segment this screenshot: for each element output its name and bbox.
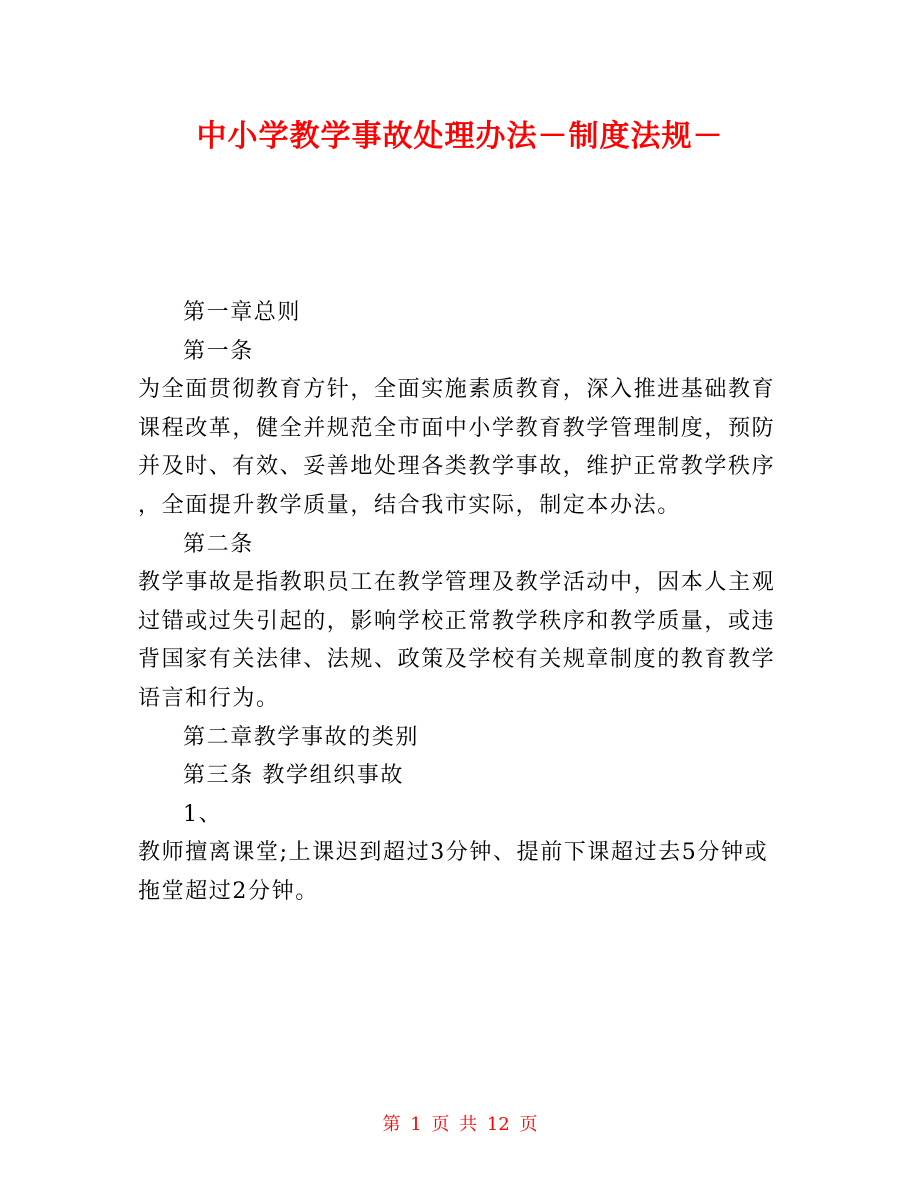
paragraph-line: 为全面贯彻教育方针，全面实施素质教育，深入推进基础教育 [138,377,776,403]
paragraph-line: 拖堂超过2分钟。 [138,878,319,904]
paragraph-line: 语言和行为。 [138,685,280,711]
article-heading: 第二条 [183,531,254,557]
paragraph-line: 教学事故是指教职员工在教学管理及教学活动中，因本人主观 [138,570,776,596]
paragraph-line: 过错或过失引起的，影响学校正常教学秩序和教学质量，或违 [138,608,776,634]
paragraph-line: 背国家有关法律、法规、政策及学校有关规章制度的教育教学 [138,647,776,673]
list-item-number: 1、 [183,801,223,827]
chapter-heading: 第一章总则 [183,300,302,325]
paragraph-line: 课程改革，健全并规范全市面中小学教育教学管理制度，预防 [138,415,776,441]
document-title: 中小学教学事故处理办法－制度法规－ [196,119,724,154]
article-heading: 第一条 [183,338,254,364]
paragraph-line: 并及时、有效、妥善地处理各类教学事故，维护正常教学秩序 [138,454,776,480]
document-body [138,294,788,912]
article-heading: 第三条 教学组织事故 [183,763,404,789]
paragraph-line: 教师擅离课堂;上课迟到超过3分钟、提前下课超过去5分钟或 [138,840,769,866]
chapter-heading: 第二章教学事故的类别 [183,724,420,750]
paragraph-line: ，全面提升教学质量，结合我市实际，制定本办法。 [138,492,681,518]
page-number-footer: 第 1 页 共 12 页 [382,1114,538,1135]
